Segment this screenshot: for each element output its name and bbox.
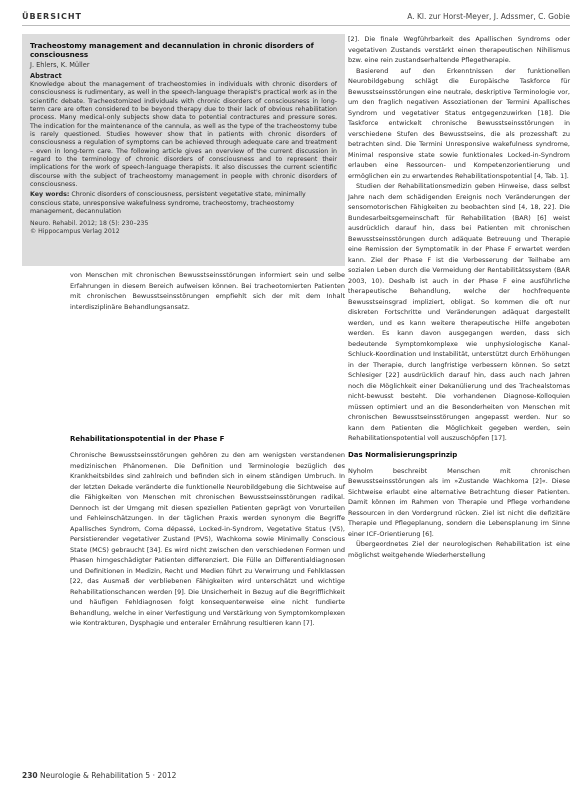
abstract-text: Knowledge about the management of tracheostomies in individuals with chronic disorders of consciousness is rudimentary, as well in the speech-language therapist's practical work as in the scientific debate. Tracheostomized individuals with chronic disorders of consciousness in long-term care are often considered to be beyond therapy due to their lack of obvious rehabilitation process. Many medical-only subjects show data to potential contractures and pressure sores. The indication for the maintenance of the cannula, as well as the type of the tracheostomy tube is rarely questioned. Studies however show that in patients with chronic disorders of consciousness a regulation of symptoms can be achieved through adequate care and treatment – even in long-term care. The following article gives an overview of the current discussion in regard to the terminology of chronic disorders of consciousness and to represent their implications for the work of speech-language therapists. It also discusses the current scientific discourse with the subject of tracheostomy management in people with chronic disorders of consciousness.: [30, 81, 337, 189]
abstract-authors: J. Ehlers, K. Müller: [30, 61, 90, 69]
section-heading: Rehabilitationspotential in der Phase F: [70, 435, 225, 443]
english-abstract-box: [22, 34, 345, 266]
paragraph: Übergeordnetes Ziel der neurologischen Rehabilitation ist eine möglichst weitgehende Wiederherstellung: [348, 540, 570, 559]
journal-name: Neurologie & Rehabilitation 5 · 2012: [40, 771, 177, 780]
paragraph: [2]. Die finale Wegführbarkeit des Apallischen Syndroms oder vegetativen Zustands verstärkt einen therapeutischen Nihilismus bzw. eine rein zustandserhaltende Pflegetherapie.: [348, 35, 570, 64]
left-column-top: [70, 270, 345, 312]
paragraph: Chronische Bewusstseinsstörungen gehören zu den am wenigsten verstandenen medizinischen Phänomenen. Die Definition und Terminologie bezüglich des Krankheitsbildes sind zahlreich und befinden sich in einem ständigen Umbruch. In der letzten Dekade veränderte die funktionelle Neurobildgebung die Sichtweise auf die Fähigkeiten von Menschen mit chronischen Bewusstseinsstörungen radikal. Dennoch ist der Umgang mit diesen speziellen Patienten geprägt von Vorurteilen und Fehleinschätzungen. In der täglichen Praxis werden synonym die Begriffe Apallisches Syndrom, Coma dépassé, Locked-in-Syndrom, Vegetative Status (VS), Persistierender vegetativer Zustand (PVS), Wachkoma sowie Minimally Conscious State (MCS) gebraucht [34]. Es wird nicht zwischen den verschiedenen Formen und Phasen hirngeschädigter Patienten differenziert. Die Fülle an Differentialdiagnosen und Definitionen in Medizin, Recht und Medien führt zu Verwirrung und Fehlklassen [22, das Ausmaß der verbliebenen Fähigkeiten wird unterschätzt und wichtige Rehabilitationschancen werden [9]. Die Unsicherheit in Bezug auf die Begrifflichkeit und häufigen Fehldiagnosen folgt konsequenterweise eine nicht fundierte Behandlung, welche in einer Verfestigung und Verstärkung von Symptomkomplexen wie Kontrakturen, Dysphagie und enteraler Ernährung resultieren kann [7].: [70, 451, 345, 627]
right-column: [348, 34, 570, 560]
page-number: 230: [22, 771, 38, 780]
paragraph: Nyholm beschreibt Menschen mit chronischen Bewusstseinsstörungen als im »Zustande Wachkoma [2]«. Diese Sichtweise erlaubt eine alternative Betrachtung dieser Patienten. Damit können im Rahmen von Therapie und Pflege vorhandene Ressourcen in den Vordergrund rücken. Ziel ist nicht die defizitäre Therapie und Pflegeplanung, sondern die Lebensplanung im Sinne einer ICF-Orientierung [6].: [348, 466, 570, 538]
section-heading: Das Normalisierungsprinzip: [348, 450, 458, 459]
page-footer: [22, 771, 176, 780]
left-column: [70, 434, 345, 629]
publisher: © Hippocampus Verlag 2012: [30, 227, 120, 235]
abstract-heading: Abstract: [30, 72, 62, 80]
paragraph: Studien der Rehabilitationsmedizin geben Hinweise, dass selbst Jahre nach dem schädigenden Ereignis noch Veränderungen der sensomotorischen Fähigkeiten zu beobachten sind [4, 18, 22]. Die Bundesarbeitsgemeinschaft für Rehabilitation (BAR) [6] weist ausdrücklich darauf hin, dass bei Patienten mit chronischen Bewusstseinsstörungen durch adäquate Betreuung und Therapie eine Remission der Symptomatik in der Phase F erwartet werden kann. Ziel der Phase F ist die Verbesserung der Teilhabe am sozialen Leben durch die Vermeidung der Rentabilitätssystem (BAR 2003, 10). Deshalb ist auch in der Phase F eine ausführliche therapeutische Behandlung, welche der hochfrequente Bewusstseinsgrad impliziert, obligat. So kommen die oft nur diskreten Fortschritte und Veränderungen adäquat dargestellt werden, und es kann weitere therapeutische Hilfe angeboten werden. Es kann davon ausgegangen werden, dass sich bedeutende Symptomkomplexe wie unphysiologische Kanal-Schluck-Koordination und Instabilität, unterstützt durch Erhöhungen in der Therapie, durch langfristige verbessern können. So setzt Schlesiger [22] ausdrücklich darauf hin, dass auch nach Jahren noch die Möglichkeit einer Dekanülierung und des Trachealstomas nicht-bewusst besteht. Die vorhandenen Diagnose-Kolloquien müssen optimiert und an die Besonderheiten von Menschen mit chronischen Bewusstseinsstörungen angepasst werden. Nur so kann dem Patienten die Möglichkeit gegeben werden, sein Rehabilitationspotential voll auszuschöpfen [17].: [348, 182, 570, 442]
section-label: ÜBERSICHT: [22, 12, 82, 21]
running-authors: A. Kl. zur Horst-Meyer, J. Adssmer, C. Gobie: [407, 12, 570, 21]
keywords-label: Key words:: [30, 191, 70, 199]
paragraph: Basierend auf den Erkenntnissen der funktionellen Neurobildgebung schlägt die Europäische Taskforce für Bewusstseinsstörungen eine neutrale, deskriptive Terminologie vor, um den fraglich negativen Assoziationen der Termini Apallisches Syndrom und vegetativer Status entgegenzuwirken [18]. Die Taskforce entwickelt chronische Bewusstseinsstörungen in verschiedene Stufen des Bewusstseins, die als prozesshaft zu betrachten sind. Die Termini Unresponsive wakefulness syndrome, Minimal responsive state sowie funktionales Locked-in-Syndrom erlauben eine Ressourcen- und Kompetenzorientierung und ermöglichen ein zu erwartendes Rehabilitationspotential [4, Tab. 1].: [348, 66, 570, 180]
paragraph: von Menschen mit chronischen Bewusstseinsstörungen informiert sein und selbe Erfahrungen in diesem Bereich aufweisen können. Bei tracheotomierten Patienten mit chronischen Bewusstseinsstörungen empfiehlt sich der mit dem Inhalt interdisziplinäre Behandlungsansatz.: [70, 271, 345, 311]
abstract-title: Tracheostomy management and decannulation in chronic disorders of consciousness: [30, 41, 314, 59]
keywords: [30, 191, 337, 216]
keywords-text: Chronic disorders of consciousness, persistent vegetative state, minimally conscious state, unresponsive wakefulness syndrome, tracheostomy, tracheostomy management, decannulation: [30, 191, 306, 216]
citation: Neuro. Rehabil. 2012; 18 (5): 230–235: [30, 219, 149, 227]
page-header: [22, 12, 570, 26]
